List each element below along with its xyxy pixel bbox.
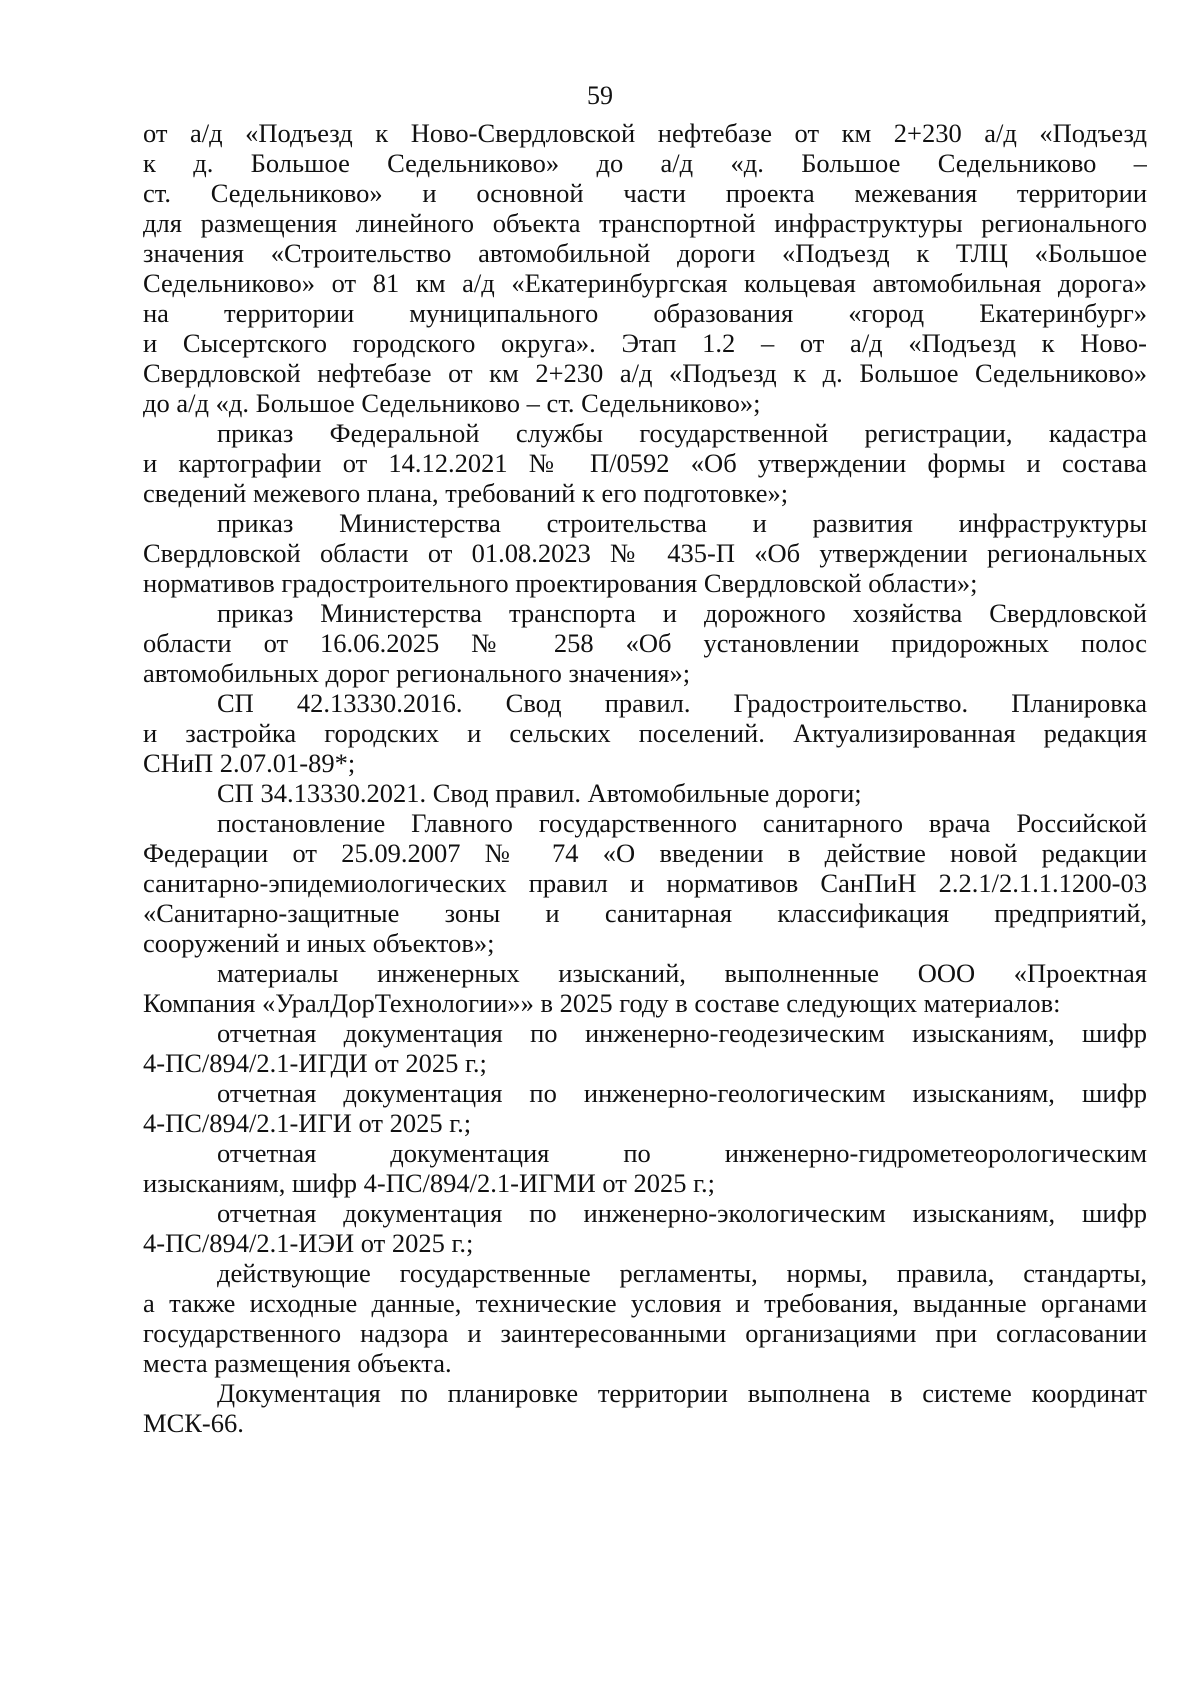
text-line: 4-ПС/894/2.1-ИЭИ от 2025 г.; <box>143 1228 474 1258</box>
text-line: отчетная документация по инженерно-экологическим изысканиям, шифр <box>217 1198 1147 1228</box>
text-line: нормативов градостроительного проектирования Свердловской области»; <box>143 568 978 598</box>
text-line: действующие государственные регламенты, нормы, правила, стандарты, <box>217 1258 1147 1288</box>
text-line: места размещения объекта. <box>143 1348 452 1378</box>
text-line: Свердловской нефтебазе от км 2+230 а/д «Подъезд к д. Большое Седельниково» <box>143 358 1147 388</box>
text-line: Свердловской области от 01.08.2023 № 435-П «Об утверждении региональных <box>143 538 1147 568</box>
text-line: отчетная документация по инженерно-геодезическим изысканиям, шифр <box>217 1018 1147 1048</box>
text-line: изысканиям, шифр 4-ПС/894/2.1-ИГМИ от 2025 г.; <box>143 1168 716 1198</box>
text-line: приказ Министерства транспорта и дорожного хозяйства Свердловской <box>217 598 1147 628</box>
text-line: государственного надзора и заинтересованными организациями при согласовании <box>143 1318 1147 1348</box>
text-line: к д. Большое Седельниково» до а/д «д. Большое Седельниково – <box>143 148 1147 178</box>
text-line: отчетная документация по инженерно-гидрометеорологическим <box>217 1138 1147 1168</box>
text-line: МСК-66. <box>143 1408 244 1438</box>
text-line: 4-ПС/894/2.1-ИГИ от 2025 г.; <box>143 1108 472 1138</box>
text-line: значения «Строительство автомобильной дороги «Подъезд к ТЛЦ «Большое <box>143 238 1147 268</box>
text-line: а также исходные данные, технические условия и требования, выданные органами <box>143 1288 1147 1318</box>
text-line: Документация по планировке территории выполнена в системе координат <box>217 1378 1147 1408</box>
text-line: до а/д «д. Большое Седельниково – ст. Седельниково»; <box>143 388 761 418</box>
text-line: приказ Федеральной службы государственной регистрации, кадастра <box>217 418 1147 448</box>
text-line: «Санитарно-защитные зоны и санитарная классификация предприятий, <box>143 898 1147 928</box>
text-line: и картографии от 14.12.2021 № П/0592 «Об утверждении формы и состава <box>143 448 1147 478</box>
text-line: Компания «УралДорТехнологии»» в 2025 году в составе следующих материалов: <box>143 988 1061 1018</box>
text-line: автомобильных дорог регионального значения»; <box>143 658 691 688</box>
text-line: Седельниково» от 81 км а/д «Екатеринбургская кольцевая автомобильная дорога» <box>143 268 1147 298</box>
text-line: на территории муниципального образования «город Екатеринбург» <box>143 298 1147 328</box>
text-line: отчетная документация по инженерно-геологическим изысканиям, шифр <box>217 1078 1147 1108</box>
text-line: материалы инженерных изысканий, выполненные ООО «Проектная <box>217 958 1147 988</box>
text-line: СНиП 2.07.01-89*; <box>143 748 356 778</box>
text-line: для размещения линейного объекта транспортной инфраструктуры регионального <box>143 208 1147 238</box>
text-line: приказ Министерства строительства и развития инфраструктуры <box>217 508 1147 538</box>
text-line: области от 16.06.2025 № 258 «Об установлении придорожных полос <box>143 628 1147 658</box>
text-line: постановление Главного государственного санитарного врача Российской <box>217 808 1147 838</box>
text-line: сведений межевого плана, требований к его подготовке»; <box>143 478 789 508</box>
text-line: и Сысертского городского округа». Этап 1.2 – от а/д «Подъезд к Ново- <box>143 328 1147 358</box>
text-line: 4-ПС/894/2.1-ИГДИ от 2025 г.; <box>143 1048 487 1078</box>
text-line: сооружений и иных объектов»; <box>143 928 495 958</box>
text-line: Федерации от 25.09.2007 № 74 «О введении в действие новой редакции <box>143 838 1147 868</box>
page-number: 59 <box>587 81 613 110</box>
text-line: санитарно-эпидемиологических правил и нормативов СанПиН 2.2.1/2.1.1.1200-03 <box>143 868 1147 898</box>
text-line: ст. Седельниково» и основной части проекта межевания территории <box>143 178 1147 208</box>
text-line: от а/д «Подъезд к Ново-Свердловской нефтебазе от км 2+230 а/д «Подъезд <box>143 118 1147 148</box>
text-line: и застройка городских и сельских поселений. Актуализированная редакция <box>143 718 1147 748</box>
text-line: СП 34.13330.2021. Свод правил. Автомобильные дороги; <box>217 778 862 808</box>
text-line: СП 42.13330.2016. Свод правил. Градостроительство. Планировка <box>217 688 1147 718</box>
